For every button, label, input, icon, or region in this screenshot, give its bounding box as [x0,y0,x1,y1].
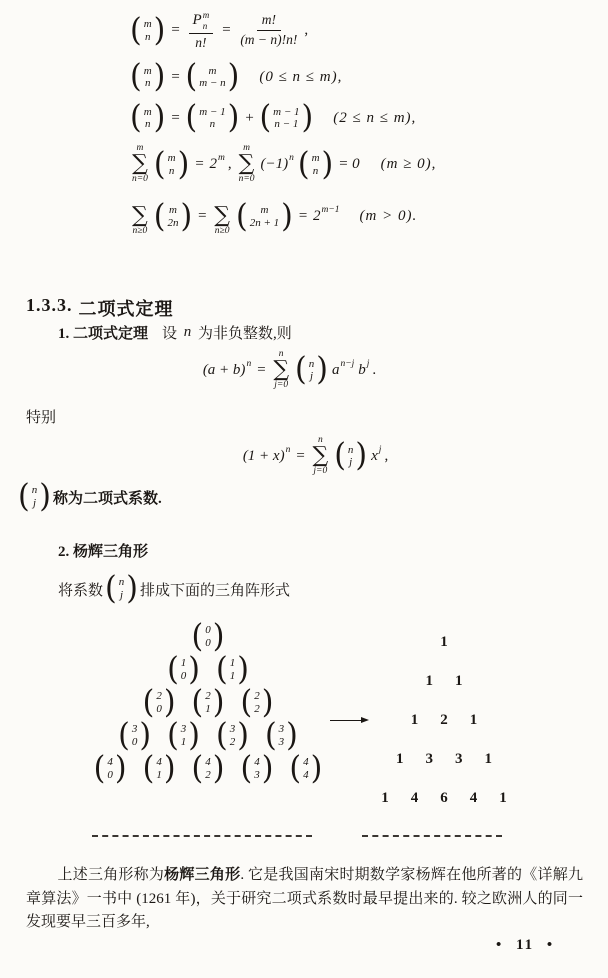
left-paren: ( [289,750,302,787]
summation: n ∑ j=0 [312,435,329,476]
left-paren: ( [185,58,198,96]
page-number: • 11 • [496,937,555,953]
para-seg-bold: 杨辉三角形 [164,867,241,883]
left-paren: ( [334,437,346,475]
sigma-icon: ∑ [273,357,290,382]
math-text: = [297,208,308,225]
sigma-icon: ∑ [214,203,230,229]
math-text: = [170,22,181,39]
triangle-row [165,651,251,688]
math-text: = [256,361,267,378]
item-yanghui-triangle: 2. 杨辉三角形 [58,544,149,560]
inline-binom-nj-2 [103,570,140,607]
right-paren: ) [39,478,51,515]
left-paren: ( [240,684,253,721]
ellipsis-dash-left [92,835,312,837]
combinatorics-formula-block [128,10,439,237]
math-text: = [170,68,181,85]
left-paren: ( [153,197,166,235]
pascal-number: 4 [410,790,419,806]
binomial-coefficient: ( m n ) [130,99,166,137]
right-paren: ) [261,684,274,721]
power-expression: a n−j [331,358,355,378]
pascal-number: 6 [440,790,448,806]
pascal-number: 1 [469,712,478,728]
right-paren: ) [139,717,152,754]
power-expression: (a + b) n [202,358,252,378]
triangle-row [116,717,300,754]
left-paren: ( [142,684,155,721]
formula-special-case [241,436,391,477]
left-paren: ( [153,146,166,183]
section-number: 1.3.3. [26,294,73,315]
left-paren: ( [118,717,130,754]
sup-sub-expression: P m n [192,10,210,31]
right-paren: ) [163,750,176,787]
formula-pascal-recurrence [128,99,439,137]
formula-even-odd-sums [128,196,439,237]
para-seg-1: 上述三角形称为 [57,867,165,883]
binomial-coefficient: ( 3 1 ) [167,717,200,754]
power-expression: (−1) n [260,153,294,173]
binomial-coefficient: ( 2 1 ) [191,684,225,721]
right-paren: ) [212,684,225,721]
left-paren: ( [167,717,179,754]
binomial-coefficient: ( 2 2 ) [240,684,274,721]
math-var-n: n [183,324,192,340]
right-paren: ) [153,58,166,96]
triangle-row [426,673,463,690]
section-title: 二项式定理 [78,298,174,319]
binomial-coefficient-note [16,478,162,515]
right-paren: ) [212,618,225,655]
summation: n ∑ j=0 [273,349,290,390]
math-text: = 0 [338,156,360,173]
right-paren: ) [286,717,298,754]
summation: m ∑ n=0 [132,143,148,185]
item1-label: 1. 二项式定理 [58,326,149,342]
math-condition: (0 ≤ n ≤ m), [259,68,343,85]
right-paren: ) [310,750,323,787]
math-punctuation: . [372,361,377,378]
left-paren: ( [264,717,277,754]
binomial-coefficient: ( n j ) [334,437,368,475]
binomial-coefficient: ( n j ) [295,351,328,389]
binomial-coefficient-triangle [80,618,336,787]
pascal-number: 2 [440,712,448,728]
binomial-coefficient: ( m n ) [297,146,334,183]
summation: ∑ n≥0 [214,203,230,237]
binomial-coefficient: ( 4 3 ) [240,750,274,787]
triangle-row [92,750,325,787]
inline-binom-nj [16,478,53,515]
left-paren: ( [105,570,117,607]
right-paren: ) [153,99,166,137]
section-heading [26,295,174,321]
triangle-row [411,712,478,729]
math-text: m! [261,12,276,28]
fraction [239,12,298,49]
right-paren: ) [180,197,193,235]
arrange-text-post: 排成下面的三角阵形式 [139,582,290,599]
math-text: = [295,447,306,464]
binomial-coefficient: ( 2 0 ) [142,684,176,721]
left-paren: ( [240,750,253,787]
pascal-number: 1 [484,751,492,767]
right-paren: ) [126,570,138,607]
left-paren: ( [18,478,30,515]
left-paren: ( [236,197,248,235]
binomial-coefficient: ( 0 0 ) [191,618,225,655]
sigma-icon: ∑ [312,443,329,468]
item1-text-post: 为非负整数,则 [194,326,292,342]
summation: m ∑ n=0 [238,143,255,185]
right-paren: ) [177,146,190,183]
pascal-number: 3 [455,751,463,767]
formula-row-sums [128,144,439,185]
binomial-coefficient: ( m n ) [153,146,190,183]
right-paren: ) [301,99,314,137]
math-punctuation: , [384,447,389,464]
math-text: = [170,109,181,126]
right-paren: ) [237,651,249,688]
right-paren: ) [237,717,249,754]
pascal-number: 4 [469,790,478,806]
item1-text-pre: 设 [162,326,181,342]
right-paren: ) [153,11,166,49]
math-condition: (m ≥ 0), [380,156,437,173]
right-paren: ) [188,717,200,754]
binomial-coefficient: ( m 2n + 1 ) [236,197,293,235]
right-paren: ) [212,750,225,787]
binomial-coefficient: ( 4 4 ) [289,750,323,787]
binomial-coefficient: ( m − 1 n − 1 ) [259,99,314,137]
math-punctuation: , [227,156,232,173]
arrange-text-pre: 将系数 [58,582,104,599]
binomial-coefficient: ( 4 2 ) [191,750,225,787]
binomial-coefficient: ( m n ) [130,11,166,49]
left-paren: ( [259,99,272,137]
math-text: = [197,208,208,225]
left-paren: ( [130,99,142,137]
left-paren: ( [295,351,307,389]
binomial-coefficient: ( n j ) [18,478,51,515]
math-text: + [244,109,255,126]
binomial-coefficient: ( m 2n ) [153,197,193,235]
left-paren: ( [216,651,228,688]
sigma-icon: ∑ [132,203,148,229]
triangle-row [396,751,492,768]
special-label: 特别 [26,410,57,426]
pascal-number: 1 [396,751,404,767]
para-seg-3: . 它是我国南宋时期数学家杨辉在他所著的《详解九章算法》一书中 (1261 年)，关于研究二项式系数时最早提出来的. 较之欧洲人的同一发现要早三百多年, [26,867,583,930]
right-paren: ) [114,750,127,787]
binomial-coefficient: ( 3 3 ) [264,717,298,754]
power-expression: x j [371,444,382,464]
left-paren: ( [191,618,204,655]
pascal-number: 1 [499,790,507,806]
left-paren: ( [142,750,155,787]
binomial-coefficient: ( 1 0 ) [167,651,200,688]
triangle-row [381,790,507,807]
right-paren: ) [261,750,274,787]
binomial-coefficient: ( 1 1 ) [216,651,249,688]
right-arrow-icon [330,720,366,721]
math-text: (m − n)!n! [240,32,298,48]
power-expression: b j [358,358,370,378]
power-expression: (1 + x) n [242,444,291,464]
binomial-coefficient: ( m − 1 n ) [185,99,240,137]
binomial-coefficient: ( 3 2 ) [216,717,249,754]
math-text: = [194,156,205,173]
binomial-coefficient: ( 4 1 ) [142,750,176,787]
binomial-coefficient: ( 4 0 ) [93,750,127,787]
left-paren: ( [216,717,228,754]
binomial-coefficient: ( m n ) [130,58,166,96]
formula-special-case-wrap [0,436,608,477]
left-paren: ( [130,58,142,96]
formula-binomial-theorem-wrap [0,350,608,391]
pascal-number: 1 [410,712,419,728]
left-paren: ( [191,750,204,787]
right-paren: ) [188,651,200,688]
right-paren: ) [321,146,334,183]
math-condition: (2 ≤ n ≤ m), [333,109,417,126]
math-condition: (m > 0). [359,208,418,225]
left-paren: ( [185,99,198,137]
left-paren: ( [130,11,142,49]
right-paren: ) [281,197,293,235]
summation: ∑ n≥0 [132,203,148,237]
left-paren: ( [93,750,106,787]
item-binomial-theorem [58,322,292,343]
right-paren: ) [163,684,176,721]
formula-symmetry [128,58,439,96]
power-expression: 2 m−1 [313,205,340,225]
left-paren: ( [167,651,179,688]
math-text: = [221,22,232,39]
math-text: n! [195,34,207,50]
pascal-number: 1 [381,790,389,806]
pascal-number-triangle [374,634,514,807]
binomial-coefficient: ( m m − n ) [185,58,240,96]
power-expression: 2 m [209,153,225,173]
right-paren: ) [355,437,368,475]
sigma-icon: ∑ [132,151,148,177]
pascal-number: 3 [425,751,433,767]
right-paren: ) [316,351,328,389]
coef-note-text: 称为二项式系数. [52,490,162,507]
history-paragraph [26,864,583,935]
formula-binom-definition [128,10,439,51]
pascal-number: 1 [425,673,433,689]
triangle-row [141,684,276,721]
left-paren: ( [297,146,310,183]
pascal-number: 1 [440,634,448,650]
ellipsis-dash-right [362,835,502,837]
binomial-coefficient: ( n j ) [105,570,138,607]
triangle-row [190,618,227,655]
arrange-instruction [58,570,290,607]
pascal-number: 1 [455,673,463,689]
right-paren: ) [227,99,240,137]
left-paren: ( [191,684,204,721]
sigma-icon: ∑ [238,151,255,177]
triangle-row [440,634,448,651]
math-punctuation: , [304,22,309,39]
binomial-coefficient: ( 3 0 ) [118,717,152,754]
right-paren: ) [227,58,240,96]
fraction [189,10,214,51]
formula-binomial-theorem [201,350,379,391]
